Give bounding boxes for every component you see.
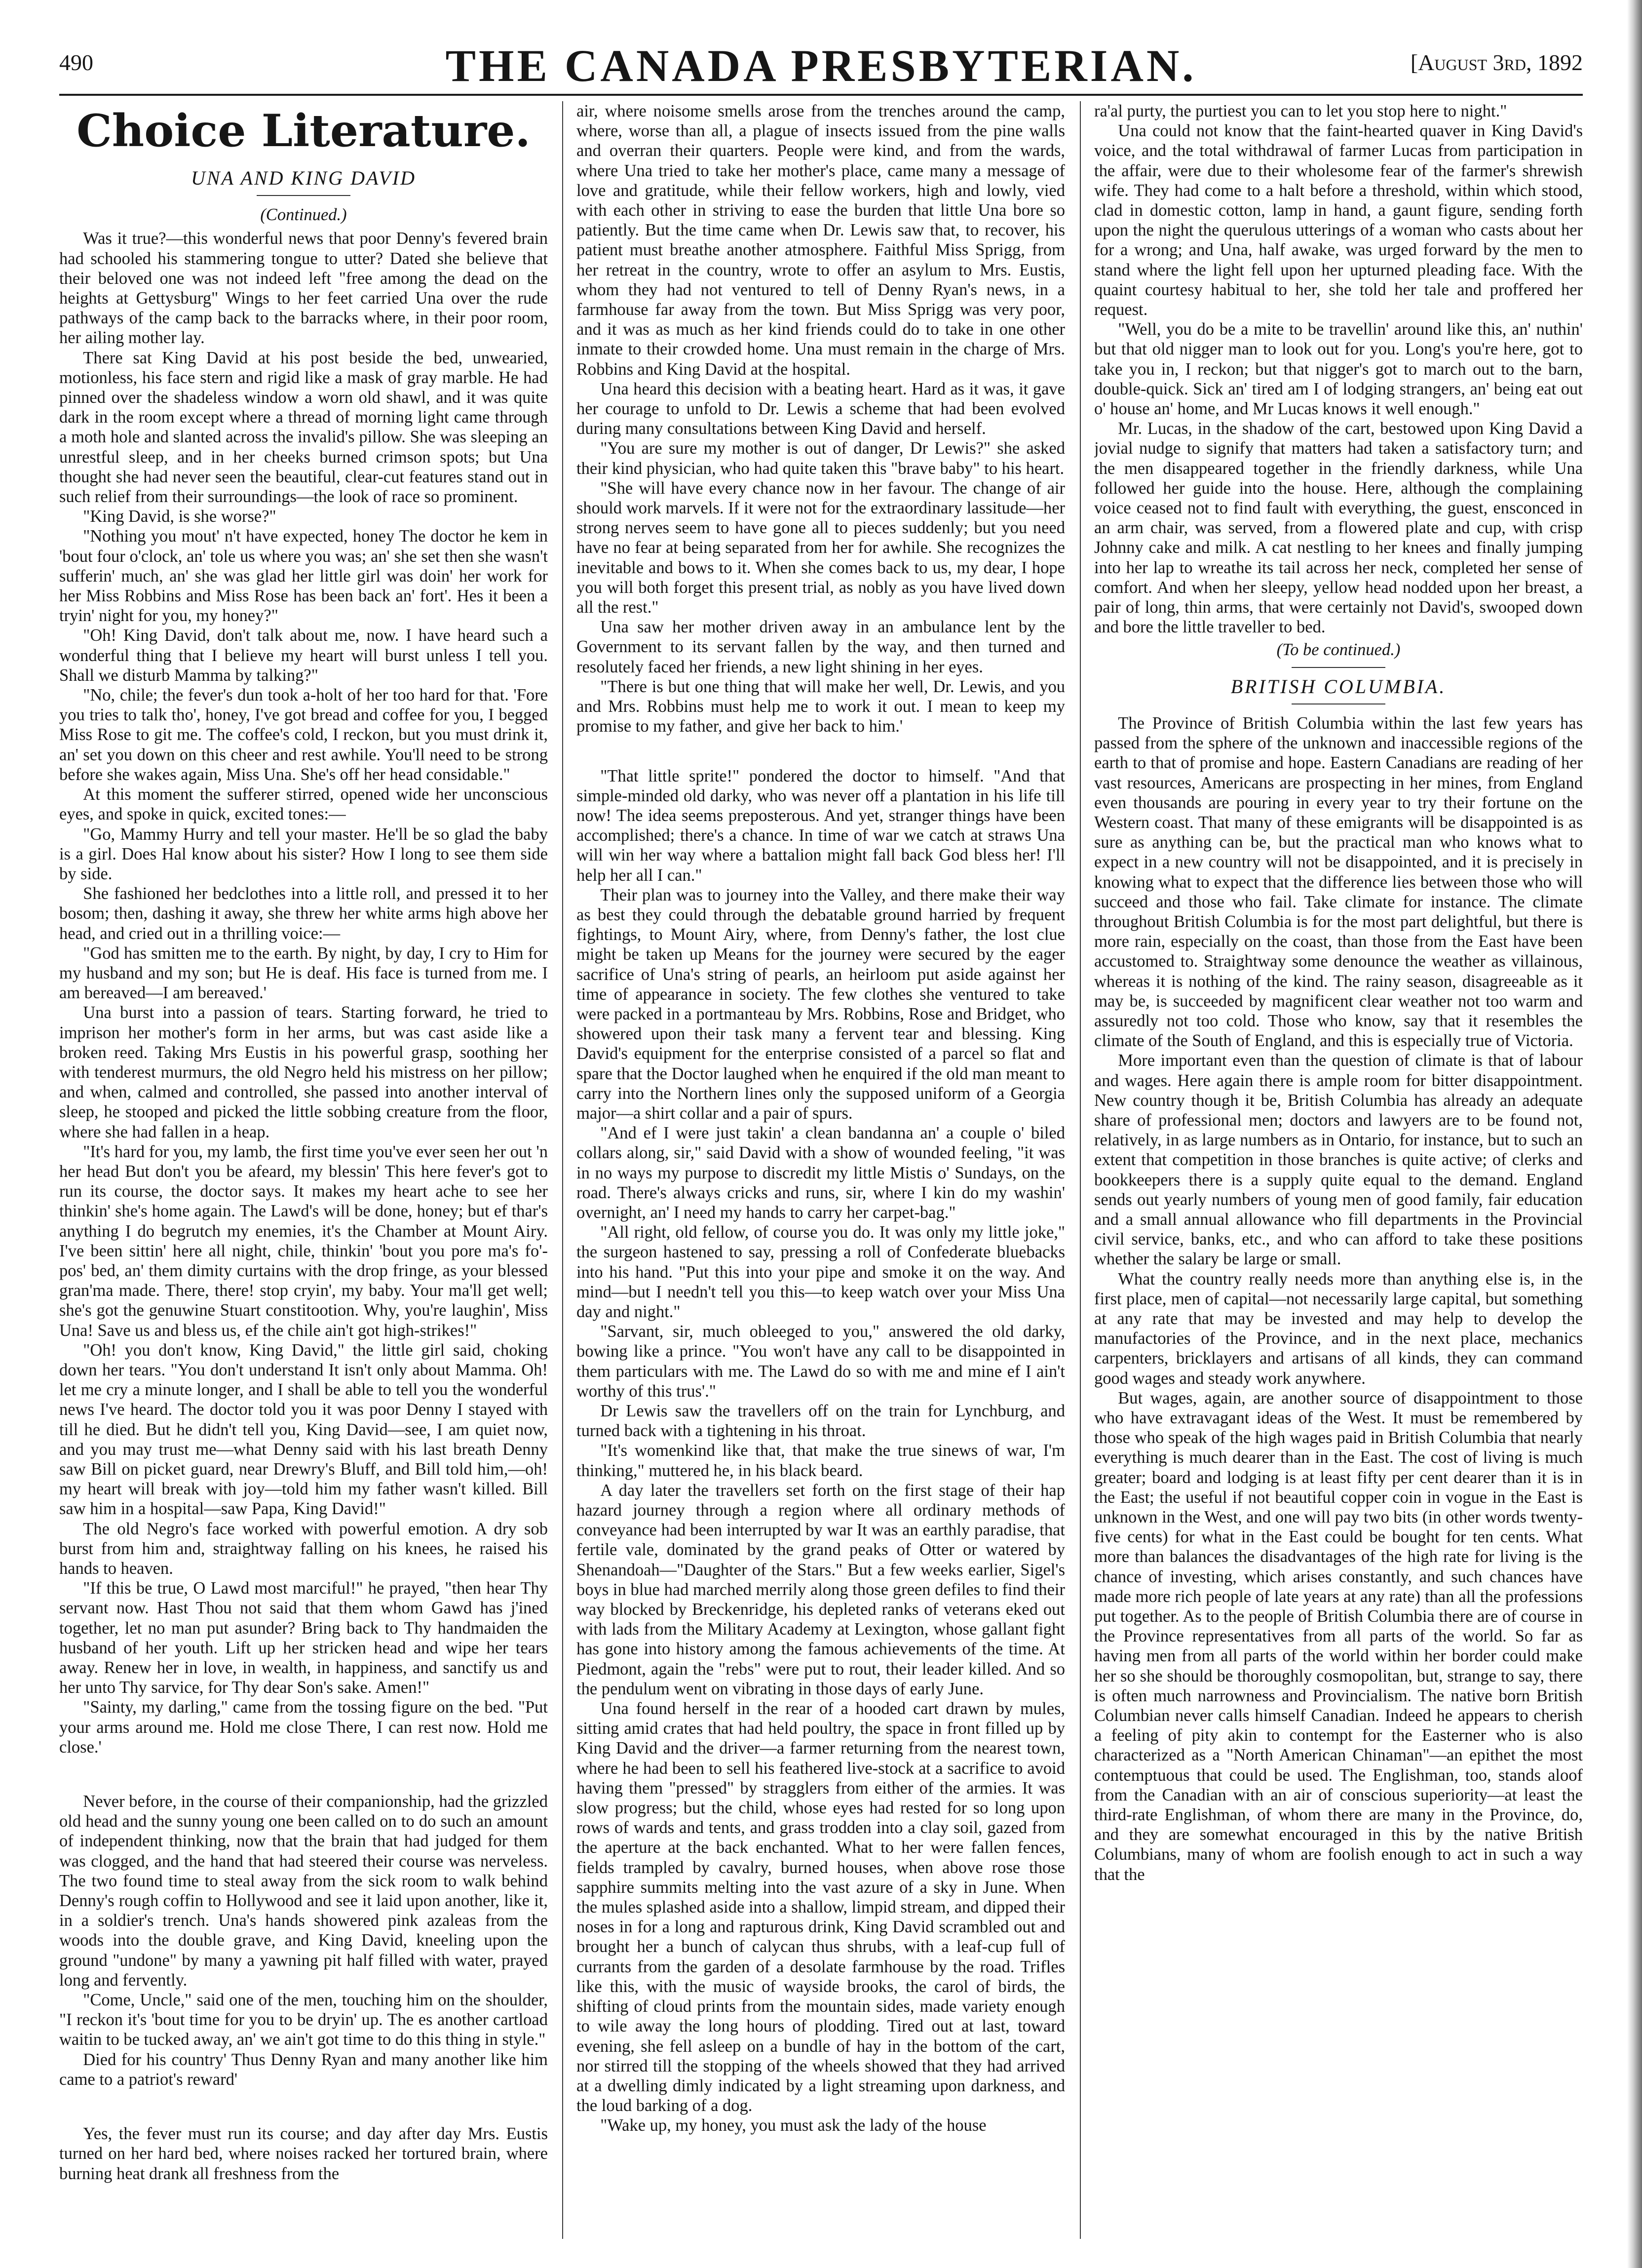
continued-note: (Continued.) — [260, 205, 347, 225]
paragraph: "Sainty, my darling," came from the tossing figure on the bed. "Put your arms around me. Hold me close There, I can rest now. Hold me close.' — [59, 1698, 548, 1757]
paragraph: "You are sure my mother is out of danger, Dr Lewis?" she asked their kind physician, who had quite taken this "brave baby" to his heart. — [576, 439, 1065, 478]
article-title: BRITISH COLUMBIA. — [1230, 675, 1447, 698]
paragraph: "That little sprite!" pondered the doctor to himself. "And that simple-minded old darky, who was never off a plantation in his life till now! The idea seems preposterous. And yet, stranger things have been accomplished; there's a chance. In time of war we catch at straws Una will win her way where a battalion might fall back God bless her! I'll help her all I can." — [576, 766, 1065, 885]
issue-date: [August 3rd, 1892 — [1410, 50, 1583, 75]
column-1 — [59, 101, 548, 2239]
column-2 — [576, 101, 1065, 2239]
paragraph: But wages, again, are another source of disappointment to those who have extravagant ideas of the West. It must be remembered by those who speak of the high wages paid in British Columbia that nearly everything is much dearer than in the East. The cost of living is much greater; board and lodging is at least fifty per cent dearer than it is in the East; the useful if not beautiful copper coin in vogue in the East is unknown in the West, and one will pay two bits (in other words twenty-five cents) for what in the East could be bought for ten cents. What more than balances the disadvantages of the high rate for living is the chance of investing, which arises constantly, and such chances have made more rich people of late years at any rate) than all the professions put together. As to the people of British Columbia there are of course in the Province representatives from all parts of the world. So far as having men from all parts of the world within her border could make her so she should be thoroughly cosmopolitan, but, strange to say, there is often much narrowness and Provincialism. The native born British Columbian never calls himself Canadian. Indeed he appears to cherish a feeling of pity akin to contempt for the Easterner who is also characterized as a "North American Chinaman"—an epithet the most contemptuous that could be used. The Englishman, too, stands aloof from the Canadian with an air of conscious superiority—at least the third-rate Englishman, of whom there are many in the Province, do, and they are somewhat encouraged in this by the native British Columbians, many of whom are foolish enough to act in such a way that the — [1094, 1388, 1583, 1884]
paragraph: A day later the travellers set forth on the first stage of their hap hazard journey through a region where all ordinary methods of conveyance had been interrupted by war It was an earthly paradise, that fertile vale, dominated by the grand peaks of Otter or watered by Shenandoah—"Daughter of the Stars." But a few weeks earlier, Sigel's boys in blue had marched merrily along those green defiles to find their way blocked by Breckenridge, his depleted ranks of veterans eked out with lads from the Military Academy at Lexington, whose gallant fight has gone into history among the famous achievements of the time. At Piedmont, again the "rebs" were put to rout, their leader killed. And so the pendulum went on vibrating in those days of early June. — [576, 1481, 1065, 1698]
divider — [1292, 667, 1385, 668]
page-edge-scan-shadow — [1627, 0, 1642, 2268]
column-3 — [1094, 101, 1583, 2239]
paragraph: "Oh! King David, don't talk about me, now. I have heard such a wonderful thing that I believe my heart will burst unless I tell you. Shall we disturb Mamma by talking?" — [59, 626, 548, 685]
section-title: Choice Literature. — [76, 105, 531, 157]
page-number: 490 — [59, 50, 93, 75]
column-divider — [562, 101, 563, 2239]
paragraph: "If this be true, O Lawd most marciful!" he prayed, "then hear Thy servant now. Hast Thou not said that them whom Gawd has j'ined together, let no man put asunder? Bring back to Thy handmaiden the husband of her youth. Lift up her stricken head and wipe her tears away. Renew her in love, in wealth, in happiness, and sanctify us and her unto Thy sarvice, for Thy dear Son's sake. Amen!" — [59, 1579, 548, 1697]
paragraph: "Oh! you don't know, King David," the little girl said, choking down her tears. "You don't understand It isn't only about Mamma. Oh! let me cry a minute longer, and I shall be able to tell you the wonderful news I've heard. The doctor told you it was poor Denny I stayed with till he died. But he didn't tell you, King David—see, I am quiet now, and you may trust me—what Denny said with his last breath Denny saw Bill on picket guard, near Drewry's Bluff, and Bill told him,—oh! my heart will break with joy—told him my father wasn't killed. Bill saw him in a hospital—saw Papa, King David!" — [59, 1340, 548, 1519]
paragraph: Mr. Lucas, in the shadow of the cart, bestowed upon King David a jovial nudge to signify that matters had taken a satisfactory turn; and the men disappeared together in the friendly darkness, while Una followed her guide into the house. Here, although the complaining voice ceased not to find fault with everything, the guest, ensconced in an arm chair, was served, from a flowered plate and cup, with crisp Johnny cake and milk. A cat nestling to her knees and finally jumping into her lap to wreathe its tail across her neck, completed her sense of comfort. And when her sleepy, yellow head nodded upon her breast, a pair of long, thin arms, that were certainly not David's, swooped down and bore the little traveller to bed. — [1094, 419, 1583, 637]
paragraph: "Wake up, my honey, you must ask the lady of the house — [600, 2116, 987, 2135]
paragraph: Died for his country' Thus Denny Ryan and many another like him came to a patriot's reward' — [59, 2050, 548, 2089]
paragraph: "God has smitten me to the earth. By night, by day, I cry to Him for my husband and my son; but He is deaf. His face is turned from me. I am bereaved—I am bereaved.' — [59, 943, 548, 1003]
paragraph: air, where noisome smells arose from the trenches around the camp, where, worse than all, a plague of insects issued from the pine walls and overran their quarters. People were kind, and from the wards, where Una tried to take her mother's place, came many a message of love and gratitude, while their fellow workers, high and lowly, vied with each other in striving to ease the burden that little Una bore so patiently. But the time came when Dr. Lewis saw that, to recover, his patient must breathe another atmosphere. Faithful Miss Sprigg, from her retreat in the country, wrote to offer an asylum to Mrs. Eustis, whom they had not ventured to tell of Denny Ryan's news, in a farmhouse far away from the town. But Miss Sprigg was very poor, and it was as much as her kind friends could do to take in one other inmate to their crowded home. Una must remain in the charge of Mrs. Robbins and King David at the hospital. — [576, 102, 1065, 379]
spacer — [59, 1757, 548, 1792]
spacer — [59, 2089, 548, 2124]
to-be-continued-note: (To be continued.) — [1276, 640, 1401, 660]
paragraph: Una could not know that the faint-hearted quaver in King David's voice, and the total withdrawal of farmer Lucas from participation in the affair, were due to their wholesome fear of the farmer's shrewish wife. They had come to a halt before a threshold, within which stood, clad in domestic cotton, lamp in hand, a gaunt figure, sending forth upon the night the querulous utterings of a woman who casts about her for a wrong; and Una, half awake, was urged forward by the men to stand where the light fell upon her upturned pleading face. With the quaint courtesy habitual to her, she told her tale and proffered her request. — [1094, 121, 1583, 319]
paragraph: "It's womenkind like that, that make the true sinews of war, I'm thinking," muttered he, in his black beard. — [576, 1441, 1065, 1480]
spacer — [576, 737, 1065, 766]
paragraph: Yes, the fever must run its course; and day after day Mrs. Eustis turned on her hard bed, where noises racked her tortured brain, where burning heat drank all freshness from the — [59, 2124, 548, 2183]
paragraph: Una saw her mother driven away in an ambulance lent by the Government to its servant fallen by the way, and then turned and resolutely faced her friends, a new light shining in her eyes. — [576, 618, 1065, 676]
paragraph: More important even than the question of climate is that of labour and wages. Here again there is ample room for bitter disappointment. New country though it be, British Columbia has already an adequate share of professional men; doctors and lawyers are to be found not, relatively, in as large numbers as in Ontario, for instance, but to such an extent that competition in those branches is quite active; of clerks and bookkeepers there is a supply quite equal to the demand. England sends out yearly numbers of young men of good family, fair education and a small annual allowance who fill departments in the Provincial civil service, banks, etc., and who can afford to take these positions whether the salary be large or small. — [1094, 1051, 1583, 1269]
paragraph: Dr Lewis saw the travellers off on the train for Lynchburg, and turned back with a tightening in his throat. — [576, 1402, 1065, 1441]
paragraph: "Well, you do be a mite to be travellin' around like this, an' nuthin' but that old nigger man to look out for you. Long's you're here, got to take you in, I reckon; but that nigger's got to march out to the barn, double-quick. Sick an' tired am I of lodging strangers, an' being eat out o' house an' home, and Mr Lucas knows it well enough." — [1094, 320, 1583, 419]
paragraph: "King David, is she worse?" — [83, 507, 276, 526]
paragraph: Was it true?—this wonderful news that poor Denny's fevered brain had schooled his stammering tongue to utter? Dated she believe that their beloved one was not indeed left "free among the dead on the heights at Gettysburg" Wings to her feet carried Una over the rude pathways of the camp back to the barracks where, in their poor room, her ailing mother lay. — [59, 229, 548, 348]
paragraph: The Province of British Columbia within the last few years has passed from the sphere of the unknown and inaccessible regions of the earth to that of promise and hope. Eastern Canadians are reading of her vast resources, Americans are prospecting in her mines, from England even thousands are pouring in every year to try their fortune on the Western coast. That many of these emigrants will be disappointed is as sure as anything can be, but the practical man who knows what to expect in a new country will not be disappointed, and it is precisely in knowing what to expect that the difference lies between those who will succeed and those who fail. Take climate for instance. The climate throughout British Columbia is for the most part delightful, but there is more rain, especially on the coast, than those from the East have been accustomed to. Straightway some denounce the weather as villainous, whereas it is nothing of the kind. The rainy season, disagreeable as it may be, is succeeded by magnificent clear weather not too warm and assuredly not too cold. Those who know, say that it resembles the climate of the South of England, and this is especially true of Victoria. — [1094, 713, 1583, 1051]
paragraph: What the country really needs more than anything else is, in the first place, men of capital—not necessarily large capital, but something at any rate that may be invested and may help to develop the manufactories of the Province, and in the next place, mechanics carpenters, bricklayers and artisans of all kinds, they can command good wages and steady work anywhere. — [1094, 1269, 1583, 1388]
paragraph: "Come, Uncle," said one of the men, touching him on the shoulder, "I reckon it's 'bout time for you to be dryin' up. The es another cartload waitin to be tucked away, an' we ain't got time to do this thing in style." — [59, 1991, 548, 2049]
columns — [59, 101, 1583, 2239]
paragraph: She fashioned her bedclothes into a little roll, and pressed it to her bosom; then, dashing it away, she threw her white arms high above her head, and cried out in a thrilling voice:— — [59, 884, 548, 943]
paragraph: ra'al purty, the purtiest you can to let you stop here to night." — [1094, 102, 1507, 120]
paragraph: Una burst into a passion of tears. Starting forward, he tried to imprison her mother's form in her arms, but was cast aside like a broken reed. Taking Mrs Eustis in his powerful grasp, soothing her with tenderest murmurs, the old Negro held his mistress on her pillow; and when, calmed and controlled, she passed into another interval of sleep, he stooped and picked the little sobbing creature from the floor, where she had fallen in a heap. — [59, 1003, 548, 1141]
paragraph: The old Negro's face worked with powerful emotion. A dry sob burst from him and, straightway falling on his knees, he raised his hands to heaven. — [59, 1519, 548, 1578]
paragraph: Una heard this decision with a beating heart. Hard as it was, it gave her courage to unfold to Dr. Lewis a scheme that had been evolved during many consultations between King David and herself. — [576, 379, 1065, 438]
story-title: UNA AND KING DAVID — [191, 167, 417, 189]
paragraph: "It's hard for you, my lamb, the first time you've ever seen her out 'n her head But don't you be afeard, my blessin' This here fever's got to run its course, the doctor says. It makes my heart ache to see her thinkin' she's home again. The Lawd's will be done, honey; but ef thar's anything I do begrutch my enemies, it's the Chamber at Mount Airy. I've been sittin' here all night, chile, thinkin' 'bout you pore ma's fo'-pos' bed, an' them dimity curtains with the drop fringe, as your blessed gran'ma made. There, there! stop cryin', my baby. Your ma'll get well; she's got the genuwine Stuart constitootion. Why, you're laughin', Miss Una! Save us and bless us, ef the chile ain't got high-strikes!" — [59, 1142, 548, 1340]
paragraph: Never before, in the course of their companionship, had the grizzled old head and the sunny young one been called on to do such an amount of independent thinking, now that the brain that had judged for them was clogged, and the hand that had steered their course was nerveless. The two found time to steal away from the sick room to walk behind Denny's rough coffin to Hollywood and see it laid upon another, like it, in a soldier's trench. Una's hands showered pink azaleas from the woods into the double grave, and King David, kneeling upon the ground "undone" by many a yawning pit half filled with water, prayed long and fervently. — [59, 1792, 548, 1990]
divider — [257, 195, 350, 196]
paragraph: "Nothing you mout' n't have expected, honey The doctor he kem in 'bout four o'clock, an' tole us where you was; an' she set then she wasn't sufferin' much, an' she was glad her little girl was doin' her work for her Miss Robbins and Miss Rose has been back an' fort'. Hes it been a tryin' night for you, my honey?" — [59, 527, 548, 626]
paragraph: "She will have every chance now in her favour. The change of air should work marvels. If it were not for the extraordinary lassitude—her strong nerves seem to have gone all to pieces suddenly; but you need have no fear at being separated from her for awhile. She recognizes the inevitable and bows to it. When she comes back to us, my dear, I hope you will both forget this present trial, as nobly as you have lived down all the rest." — [576, 478, 1065, 617]
paragraph: "No, chile; the fever's dun took a-holt of her too hard for that. 'Fore you tries to talk tho', honey, I've got bread and coffee for you, I begged Miss Rose to git me. The coffee's cold, I reckon, but you must drink it, an' set you down on this cheer and rest awhile. You'll need to be strong before she wakes again, Miss Una. She's off her head considable." — [59, 686, 548, 784]
masthead — [59, 35, 1583, 96]
paragraph: "And ef I were just takin' a clean bandanna an' a couple o' biled collars along, sir," said David with a show of wounded feeling, "it was in no ways my purpose to discredit my little Mistis o' Sundays, on the road. There's always cricks and runs, sir, where I kin do my washin' overnight, an' I need my hands to carry her carpet-bag." — [576, 1124, 1065, 1222]
paragraph: "Sarvant, sir, much obleeged to you," answered the old darky, bowing like a prince. "You won't have any call to be disappointed in them particulars with me. The Lawd do so with me and mine ef I ain't worthy of this trus'." — [576, 1322, 1065, 1401]
paragraph: At this moment the sufferer stirred, opened wide her unconscious eyes, and spoke in quick, excited tones:— — [59, 785, 548, 824]
paragraph: "There is but one thing that will make her well, Dr. Lewis, and you and Mrs. Robbins must help me to work it out. I mean to keep my promise to my father, and give her back to him.' — [576, 677, 1065, 736]
paragraph: Una found herself in the rear of a hooded cart drawn by mules, sitting amid crates that had held poultry, the space in front filled up by King David and the driver—a farmer returning from the nearest town, where he had been to sell his feathered live-stock at a sacrifice to avoid having them "pressed" by stragglers from either of the armies. It was slow progress; but the child, whose eyes had rested for so long upon rows of wards and tents, and grass trodden into a clay soil, gazed from the aperture at the back enchanted. What to her were fallen fences, fields trampled by cavalry, burned houses, when above rose those sapphire summits melting into the vast azure of a sky in June. When the mules splashed aside into a shallow, limpid stream, and dipped their noses in for a long and rapturous drink, King David scrambled out and brought her a bunch of calycan thus shrubs, with a leaf-cup full of currants from the garden of a desolate farmhouse by the road. Trifles like this, with the music of wayside brooks, the carol of birds, the shifting of cloud prints from the mountain sides, made variety enough to wile away the long hours of plodding. Tired out at last, toward evening, she fell asleep on a bundle of hay in the bottom of the cart, nor stirred till the stopping of the wheels showed that they had arrived at a dwelling dimly indicated by a light streaming upon darkness, and the loud barking of a dog. — [576, 1699, 1065, 2115]
paragraph: Their plan was to journey into the Valley, and there make their way as best they could through the debatable ground harried by frequent fightings, to Mount Airy, where, from Denny's father, the lost clue might be taken up Means for the journey were secured by the eager sacrifice of Una's string of pearls, an heirloom put aside against her time of appearance in society. The few clothes she ventured to take were packed in a portmanteau by Mrs. Robbins, Rose and Bridget, who showered upon their task many a fervent tear and blessing. King David's equipment for the enterprise consisted of a parcel so flat and spare that the Doctor laughed when he enquired if the old man meant to carry into the Northern lines only the supposed uniform of a Georgia major—a shirt collar and a pair of spurs. — [576, 885, 1065, 1123]
column-divider — [1080, 101, 1081, 2239]
publication-title: THE CANADA PRESBYTERIAN. — [445, 40, 1197, 91]
paragraph: "Go, Mammy Hurry and tell your master. He'll be so glad the baby is a girl. Does Hal know about his sister? How I long to see them side by side. — [59, 824, 548, 883]
paragraph: "All right, old fellow, of course you do. It was only my little joke," the surgeon hastened to say, pressing a roll of Confederate bluebacks into his hand. "Put this into your pipe and smoke it on the way. And mind—but I needn't tell you this—to keep watch over your Miss Una day and night." — [576, 1223, 1065, 1321]
paragraph: There sat King David at his post beside the bed, unwearied, motionless, his face stern and rigid like a mask of gray marble. He had pinned over the shadeless window a worn old shawl, and it was quite dark in the room except where a thread of morning light came through a moth hole and slanted across the invalid's pillow. She was sleeping an unrestful sleep, and in her cheeks burned crimson spots; but Una thought she had never seen the beautiful, clear-cut features stand out in such relief from their surroundings—the look of race so prominent. — [59, 348, 548, 507]
